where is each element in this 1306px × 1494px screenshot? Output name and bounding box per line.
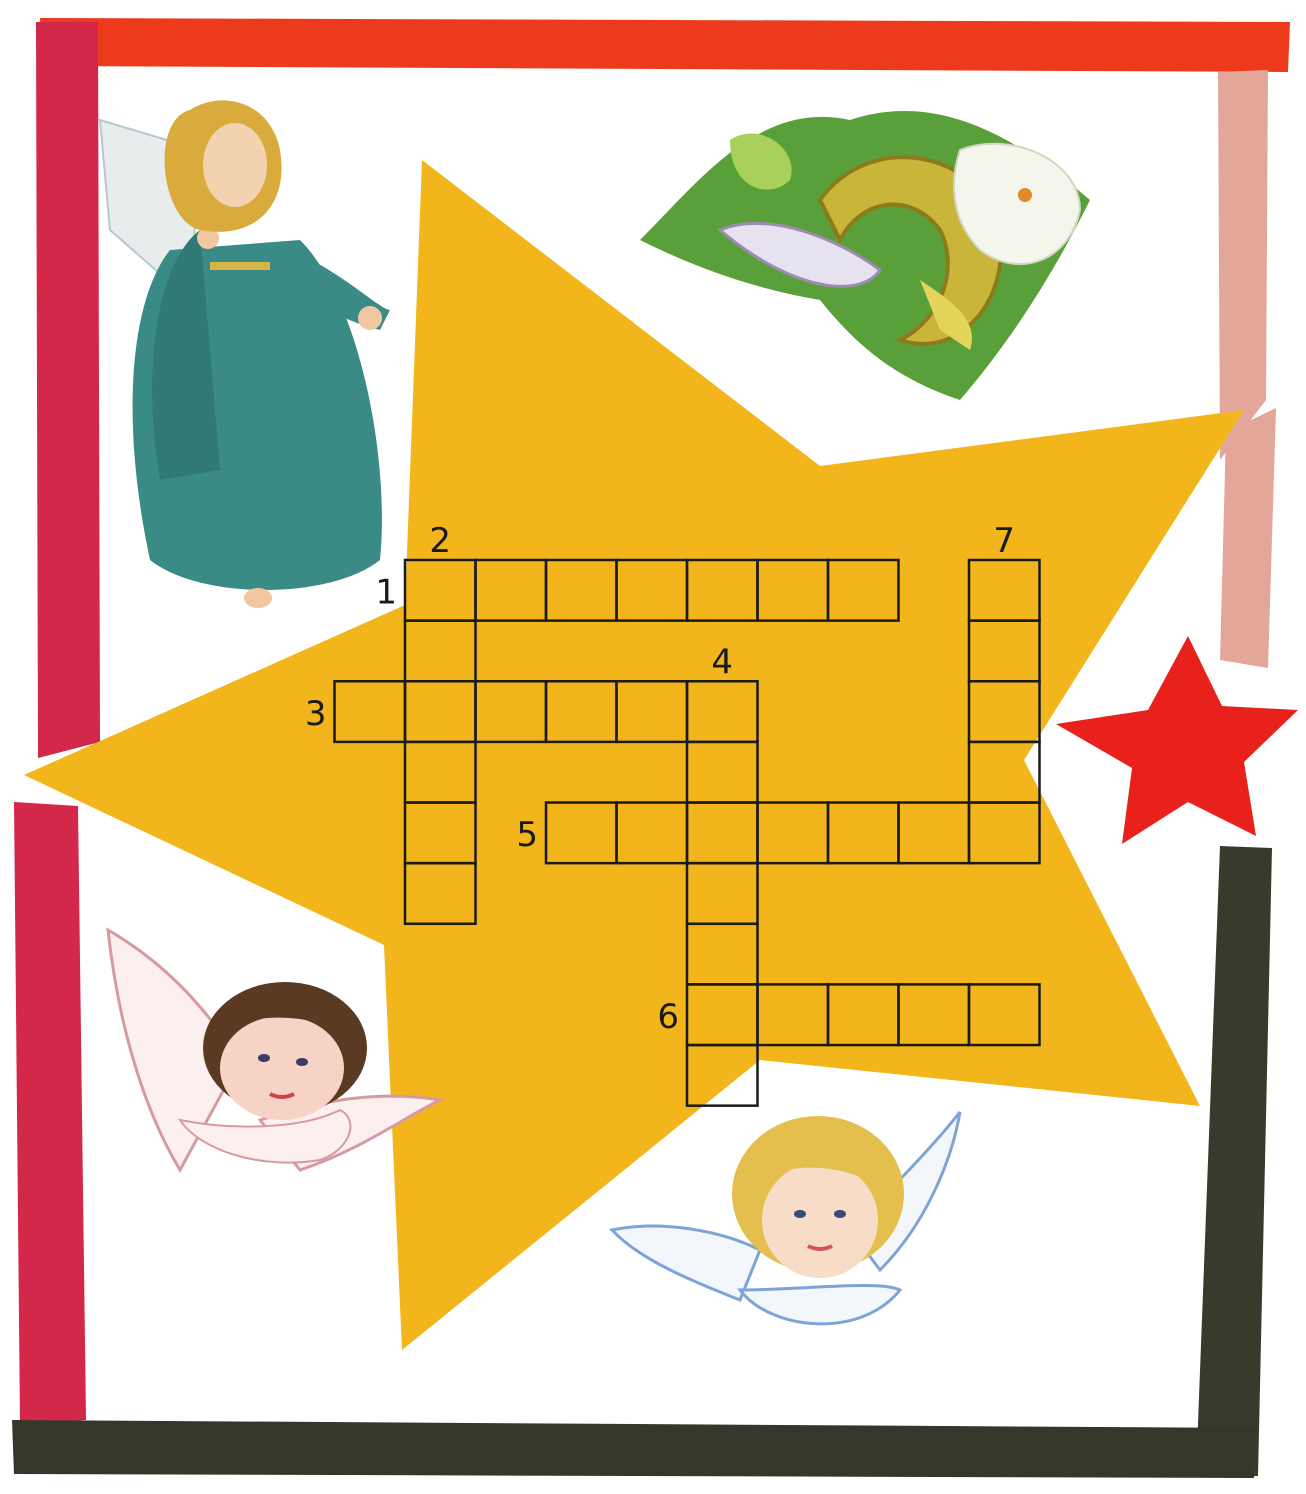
frame-right-strip-upper (1218, 70, 1268, 460)
clue-number-5: 5 (516, 815, 538, 856)
clue-number-1: 1 (375, 572, 397, 613)
small-red-star (1056, 636, 1298, 844)
cherub-blonde-hair-image (612, 1112, 960, 1324)
frame-right-strip-lower (1196, 846, 1272, 1476)
clue-number-6: 6 (657, 997, 679, 1038)
clue-number-3: 3 (304, 693, 327, 734)
frame-left-strip-lower (14, 802, 86, 1424)
frame-right-strip-upper-2 (1220, 408, 1276, 668)
clue-number-4: 4 (711, 642, 734, 683)
frame-top-strip (40, 18, 1290, 72)
frame-left-strip-upper (36, 22, 100, 758)
clue-number-7: 7 (993, 521, 1016, 561)
angel-green-robe-image (100, 100, 390, 608)
horseshoe-flowers-image (640, 111, 1090, 400)
frame-bottom-strip (12, 1420, 1256, 1478)
clue-number-2: 2 (429, 521, 452, 561)
